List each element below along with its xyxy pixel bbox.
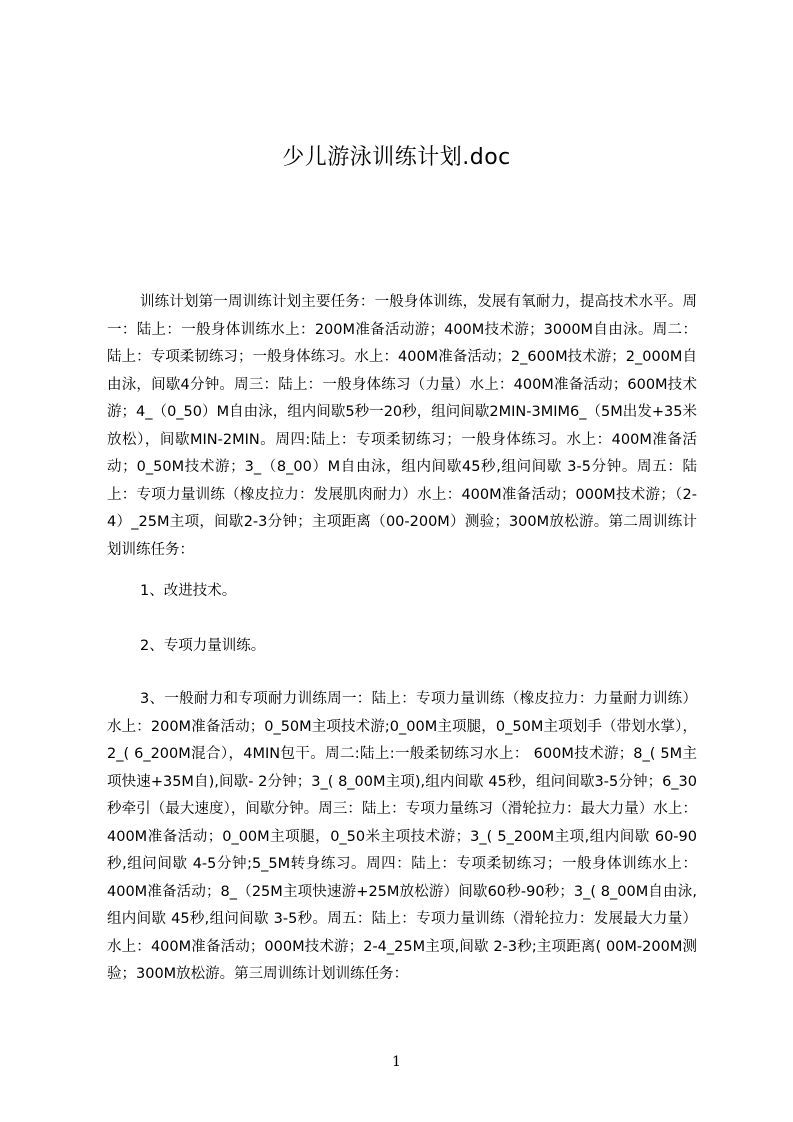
paragraph-week-one: 训练计划第一周训练计划主要任务：一般身体训练，发展有氧耐力，提高技术水平。周一：陆上：一般身体训练水上：200M准备活动游；400M技术游；3000M自由泳。周二：陆上：专项柔韧练习；一般身体练习。水上：400M准备活动；2_600M技术游；2_000M自由泳，间歇4分钟。周三：陆上：一般身体练习（力量）水上：400M准备活动；600M技术游；4_（0_50）M自由泳，组内间歇5秒一20秒，组问间歇2MIN-3MIM6_（5M出发+35米放松），间歇MIN-2MIN。周四:陆上：专项柔韧练习；一般身体练习。水上：400M准备活动；0_50M技术游；3_（8_00）M自由泳，组内间歇45秒,组问间歇 3-5分钟。周五：陆上：专项力量训练（橡皮拉力：发展肌肉耐力）水上：400M准备活动；000M技术游；（2-4）_25M主项，间歇2-3分钟；主项距离（00-200M）测验；300M放松游。第二周训练计划训练任务： xyxy=(107,294,697,558)
paragraph-endurance-training: 3、一般耐力和专项耐力训练周一：陆上：专项力量训练（橡皮拉力：力量耐力训练）水上：200M准备活动；0_50M主项技术游;0_00M主项腿，0_50M主项划手（带划水掌），2_( 6_200M混合），4MIN包干。周二:陆上:一般柔韧练习水上： 600M技术游；8_( 5M主项快速+35M自),间歇- 2分钟；3_( 8_00M主项),组内间歇 45秒，组问间歇3-5分钟；6_30秒牵引（最大速度），间歇分钟。周三：陆上：专项力量练习（滑轮拉力：最大力量）水上：400M准备活动；0_00M主项腿，0_50米主项技术游；3_( 5_200M主项,组内间歇 60-90秒,组问间歇 4-5分钟;5_5M转身练习。周四：陆上：专项柔韧练习；一般身体训练水上：400M准备活动；8_（25M主项快速游+25M放松游）间歇60秒-90秒；3_( 8_00M自由泳,组内间歇 45秒,组问间歇 3-5秒。周五：陆上：专项力量训练（滑轮拉力：发展最大力量）水上：400M准备活动；000M技术游；2-4_25M主项,间歇 2-3秒;主项距离( 00M-200M测验；300M放松游。第三周训练计划训练任务： xyxy=(107,691,697,982)
document-title: 少儿游泳训练计划.doc xyxy=(282,145,511,170)
list-item-strength-training: 2、专项力量训练。 xyxy=(140,638,266,654)
page-number: 1 xyxy=(392,1054,401,1070)
list-item-improve-technique: 1、改进技术。 xyxy=(140,583,237,599)
